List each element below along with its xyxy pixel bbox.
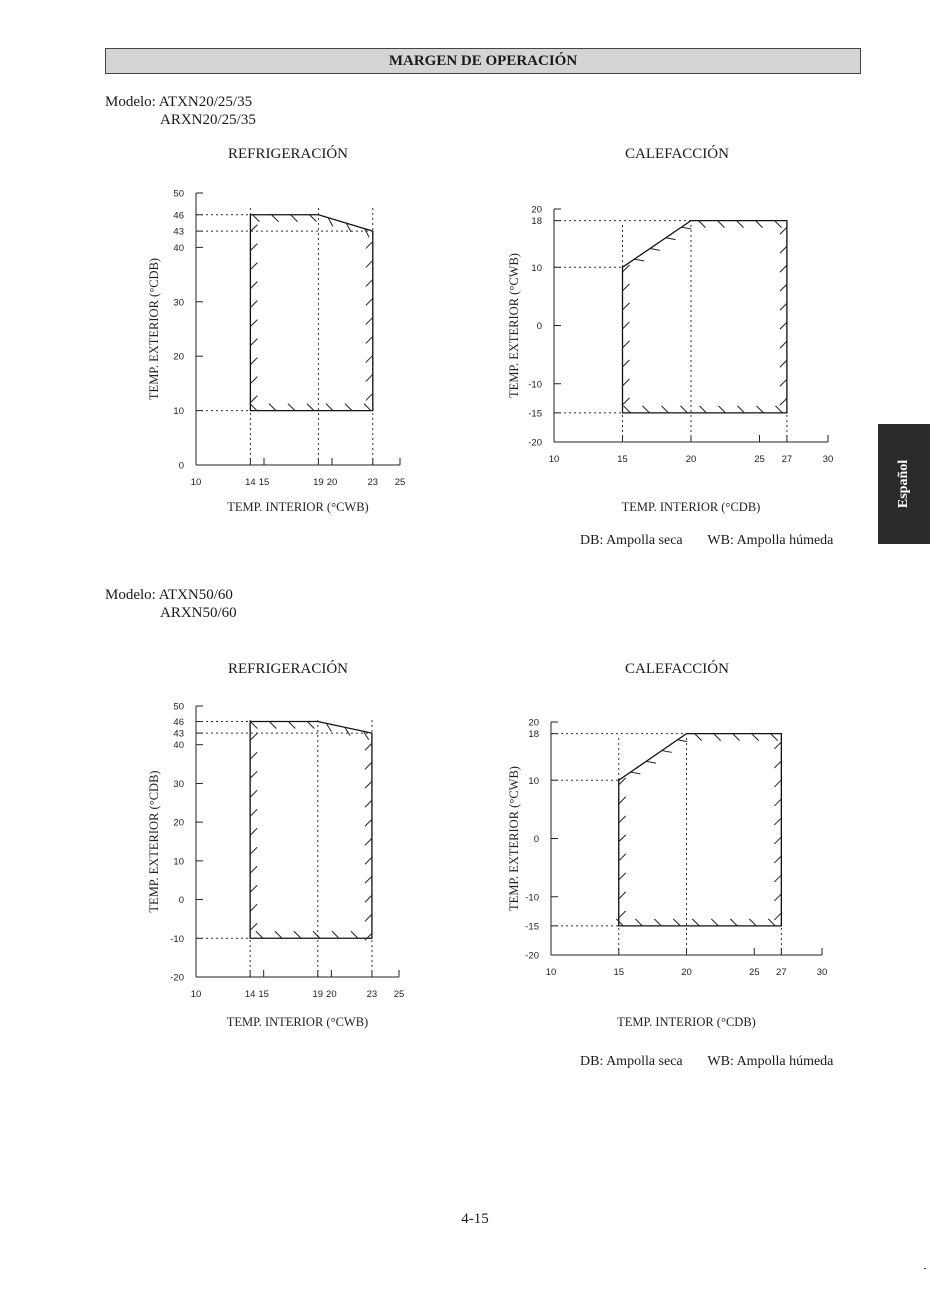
- hatch-mark: [756, 221, 763, 228]
- hatch-mark: [250, 752, 257, 759]
- hatch-mark: [774, 894, 781, 901]
- hatch-mark: [662, 751, 672, 753]
- y-tick-label: 18: [528, 729, 539, 741]
- y-axis-label: TEMP. EXTERIOR (°CWB): [507, 253, 521, 398]
- hatch-mark: [718, 406, 725, 413]
- hatch-mark: [780, 303, 787, 310]
- x-tick-label: 27: [776, 967, 787, 978]
- hatch-mark: [366, 241, 373, 248]
- legend-db: DB: Ampolla seca: [580, 533, 683, 548]
- hatch-mark: [780, 341, 787, 348]
- hatch-mark: [619, 873, 626, 880]
- model-block-1: [105, 93, 256, 129]
- hatch-mark: [646, 761, 656, 763]
- hatch-mark: [310, 215, 317, 222]
- hatch-mark: [366, 317, 373, 324]
- legend-wb: WB: Ampolla húmeda: [707, 533, 834, 548]
- section-header: MARGEN DE OPERACIÓN: [105, 48, 861, 74]
- x-axis-label: TEMP. INTERIOR (°CDB): [617, 1015, 756, 1029]
- y-tick-label: 0: [533, 834, 539, 845]
- x-tick-label: 15: [258, 477, 270, 488]
- hatch-mark: [313, 931, 320, 938]
- hatch-mark: [365, 857, 372, 864]
- x-tick-label: 19: [313, 477, 324, 488]
- hatch-mark: [678, 740, 688, 742]
- hatch-mark: [774, 818, 781, 825]
- operating-region: [619, 734, 782, 926]
- hatch-mark: [307, 404, 314, 411]
- y-tick-label: -15: [525, 921, 539, 933]
- hatch-mark: [366, 260, 373, 267]
- hatch-mark: [365, 762, 372, 769]
- x-tick-label: 30: [822, 454, 834, 465]
- hatch-mark: [366, 393, 373, 400]
- hatch-mark: [619, 835, 626, 842]
- legend-wb: WB: Ampolla húmeda: [707, 1054, 834, 1069]
- y-axis-label: TEMP. EXTERIOR (°CDB): [147, 257, 161, 401]
- hatch-mark: [365, 781, 372, 788]
- y-tick-label: 40: [173, 740, 184, 752]
- hatch-mark: [634, 259, 644, 261]
- hatch-mark: [774, 913, 781, 920]
- hatch-mark: [774, 875, 781, 882]
- operating-region: [250, 215, 372, 411]
- hatch-mark: [364, 404, 371, 411]
- hatch-mark: [623, 322, 630, 329]
- y-tick-label: 10: [173, 406, 184, 418]
- x-tick-label: 20: [685, 454, 697, 465]
- hatch-mark: [774, 837, 781, 844]
- y-tick-label: 0: [536, 321, 542, 332]
- hatch-mark: [623, 398, 630, 405]
- hatch-mark: [780, 379, 787, 386]
- hatch-mark: [365, 876, 372, 883]
- y-tick-label: -20: [528, 437, 542, 449]
- model-line: Modelo: ATXN50/60: [105, 587, 233, 603]
- hatch-mark: [780, 227, 787, 234]
- hatch-mark: [692, 919, 699, 926]
- model-block-2: [105, 586, 237, 622]
- hatch-mark: [673, 919, 680, 926]
- x-axis-label: TEMP. INTERIOR (°CWB): [226, 1015, 369, 1029]
- hatch-mark: [269, 721, 276, 728]
- hatch-mark: [275, 931, 282, 938]
- x-tick-label: 20: [326, 477, 338, 488]
- hatch-mark: [288, 404, 295, 411]
- hatch-mark: [623, 406, 630, 413]
- hatch-mark: [666, 238, 676, 240]
- hatch-mark: [619, 816, 626, 823]
- chart-title: REFRIGERACIÓN: [227, 661, 348, 677]
- hatch-mark: [654, 919, 661, 926]
- hatch-mark: [250, 733, 257, 740]
- x-tick-label: 14: [245, 477, 256, 488]
- hatch-mark: [365, 743, 372, 750]
- hatch-mark: [269, 404, 276, 411]
- chart-title: CALEFACCIÓN: [625, 146, 729, 162]
- y-tick-label: 50: [173, 701, 184, 713]
- y-tick-label: 10: [528, 775, 539, 787]
- y-tick-label: 10: [531, 262, 542, 274]
- hatch-mark: [780, 246, 787, 253]
- hatch-mark: [250, 244, 257, 251]
- hatch-mark: [256, 931, 263, 938]
- corner-mark: [924, 1268, 926, 1269]
- hatch-mark: [780, 265, 787, 272]
- x-tick-label: 10: [190, 989, 202, 1000]
- hatch-mark: [366, 374, 373, 381]
- x-tick-label: 23: [366, 989, 378, 1000]
- hatch-mark: [250, 828, 257, 835]
- x-tick-label: 10: [545, 967, 557, 978]
- y-tick-label: -10: [525, 892, 539, 904]
- y-tick-label: -10: [528, 379, 542, 391]
- hatch-mark: [250, 721, 257, 728]
- hatch-mark: [250, 809, 257, 816]
- operating-region: [623, 221, 787, 413]
- hatch-mark: [250, 358, 257, 365]
- hatch-mark: [623, 303, 630, 310]
- hatch-mark: [250, 339, 257, 346]
- hatch-mark: [780, 322, 787, 329]
- x-tick-label: 20: [326, 989, 337, 1000]
- y-axis-label: TEMP. EXTERIOR (°CWB): [507, 766, 521, 911]
- hatch-mark: [250, 301, 257, 308]
- y-tick-label: -10: [170, 933, 184, 945]
- hatch-mark: [718, 221, 725, 228]
- x-tick-label: 23: [367, 477, 379, 488]
- hatch-mark: [774, 799, 781, 806]
- hatch-mark: [365, 933, 372, 940]
- x-tick-label: 14: [244, 989, 256, 1000]
- y-tick-label: 46: [173, 210, 184, 222]
- model-line: ARXN20/25/35: [160, 112, 256, 128]
- hatch-mark: [623, 379, 630, 386]
- hatch-mark: [250, 866, 257, 873]
- hatch-mark: [775, 221, 782, 228]
- x-tick-label: 25: [394, 477, 406, 488]
- x-axis-label: TEMP. INTERIOR (°CWB): [227, 500, 369, 514]
- x-tick-label: 19: [312, 989, 324, 1000]
- hatch-mark: [774, 761, 781, 768]
- hatch-mark: [730, 919, 737, 926]
- y-tick-label: 43: [173, 728, 184, 740]
- page-number: 4-15: [461, 1211, 489, 1227]
- hatch-mark: [774, 742, 781, 749]
- hatch-mark: [749, 919, 756, 926]
- hatch-mark: [272, 215, 279, 222]
- hatch-mark: [699, 221, 706, 228]
- hatch-mark: [619, 892, 626, 899]
- hatch-mark: [365, 838, 372, 845]
- hatch-mark: [250, 923, 257, 930]
- hatch-mark: [351, 931, 358, 938]
- hatch-mark: [365, 800, 372, 807]
- cooling-chart-1: [140, 185, 430, 525]
- hatch-mark: [326, 404, 333, 411]
- y-tick-label: 20: [528, 717, 539, 729]
- hatch-mark: [250, 282, 257, 289]
- hatch-mark: [623, 284, 630, 291]
- x-tick-label: 30: [816, 967, 828, 978]
- y-tick-label: 30: [173, 297, 184, 309]
- hatch-mark: [774, 856, 781, 863]
- hatch-mark: [711, 919, 718, 926]
- hatch-mark: [619, 797, 626, 804]
- chart-title: REFRIGERACIÓN: [227, 146, 348, 162]
- hatch-mark: [365, 914, 372, 921]
- x-tick-label: 20: [681, 967, 692, 978]
- language-tab-label: Español: [896, 459, 911, 509]
- hatch-mark: [756, 406, 763, 413]
- x-tick-label: 25: [748, 967, 760, 978]
- y-tick-label: 18: [531, 216, 542, 228]
- hatch-mark: [365, 819, 372, 826]
- hatch-mark: [307, 721, 314, 728]
- hatch-mark: [631, 772, 641, 774]
- hatch-mark: [619, 854, 626, 861]
- hatch-mark: [774, 780, 781, 787]
- y-tick-label: -20: [525, 950, 539, 962]
- hatch-mark: [775, 406, 782, 413]
- hatch-mark: [616, 919, 623, 926]
- hatch-mark: [250, 263, 257, 270]
- hatch-mark: [650, 248, 660, 250]
- language-tab[interactable]: [878, 424, 930, 544]
- hatch-mark: [771, 734, 778, 741]
- chart-title: CALEFACCIÓN: [625, 661, 729, 677]
- x-tick-label: 10: [548, 454, 560, 465]
- hatch-mark: [250, 847, 257, 854]
- x-tick-label: 15: [258, 989, 269, 1000]
- hatch-mark: [250, 225, 257, 232]
- hatch-mark: [780, 398, 787, 405]
- y-axis-label: TEMP. EXTERIOR (°CDB): [147, 770, 161, 913]
- hatch-mark: [737, 406, 744, 413]
- hatch-mark: [366, 336, 373, 343]
- y-tick-label: 30: [173, 778, 184, 790]
- x-tick-label: 15: [613, 967, 625, 978]
- y-tick-label: 40: [173, 242, 184, 254]
- hatch-mark: [623, 360, 630, 367]
- hatch-mark: [366, 355, 373, 362]
- x-tick-label: 25: [754, 454, 765, 465]
- hatch-mark: [737, 221, 744, 228]
- hatch-mark: [752, 734, 759, 741]
- y-tick-label: 20: [531, 204, 542, 216]
- hatch-mark: [661, 406, 668, 413]
- x-tick-label: 15: [617, 454, 628, 465]
- y-tick-label: -20: [170, 972, 184, 984]
- hatch-mark: [619, 911, 626, 918]
- x-tick-label: 27: [781, 454, 793, 465]
- hatch-mark: [699, 406, 706, 413]
- legend: [580, 1054, 833, 1070]
- hatch-mark: [635, 919, 642, 926]
- hatch-mark: [250, 790, 257, 797]
- hatch-mark: [250, 320, 257, 327]
- hatch-mark: [366, 298, 373, 305]
- hatch-mark: [345, 404, 352, 411]
- hatch-mark: [250, 771, 257, 778]
- hatch-mark: [623, 341, 630, 348]
- hatch-mark: [642, 406, 649, 413]
- y-tick-label: 43: [173, 226, 184, 238]
- x-tick-label: 25: [393, 989, 405, 1000]
- hatch-mark: [682, 227, 692, 229]
- y-tick-label: 20: [173, 351, 184, 363]
- hatch-mark: [294, 931, 301, 938]
- hatch-mark: [365, 895, 372, 902]
- y-tick-label: 0: [178, 460, 184, 472]
- hatch-mark: [253, 215, 260, 222]
- hatch-mark: [680, 406, 687, 413]
- hatch-mark: [288, 721, 295, 728]
- y-tick-label: -15: [528, 408, 542, 420]
- heating-chart-2: [500, 712, 850, 1038]
- hatch-mark: [366, 279, 373, 286]
- x-axis-label: TEMP. INTERIOR (°CDB): [621, 500, 761, 514]
- operating-region: [250, 721, 372, 938]
- legend: [580, 533, 833, 549]
- legend-db: DB: Ampolla seca: [580, 1054, 683, 1069]
- heating-chart-1: [500, 195, 850, 525]
- y-tick-label: 10: [173, 856, 184, 868]
- hatch-mark: [695, 734, 702, 741]
- hatch-mark: [250, 377, 257, 384]
- hatch-mark: [250, 885, 257, 892]
- hatch-mark: [291, 215, 298, 222]
- hatch-mark: [780, 360, 787, 367]
- hatch-mark: [250, 904, 257, 911]
- y-tick-label: 50: [173, 188, 184, 200]
- hatch-mark: [733, 734, 740, 741]
- model-line: Modelo: ATXN20/25/35: [105, 94, 253, 110]
- hatch-mark: [768, 919, 775, 926]
- hatch-mark: [714, 734, 721, 741]
- model-line: ARXN50/60: [160, 605, 237, 621]
- x-tick-label: 10: [190, 477, 202, 488]
- cooling-chart-2: [140, 698, 430, 1038]
- hatch-mark: [780, 284, 787, 291]
- hatch-mark: [332, 931, 339, 938]
- y-tick-label: 46: [173, 716, 184, 728]
- y-tick-label: 0: [178, 895, 184, 907]
- hatch-mark: [250, 396, 257, 403]
- y-tick-label: 20: [173, 817, 184, 829]
